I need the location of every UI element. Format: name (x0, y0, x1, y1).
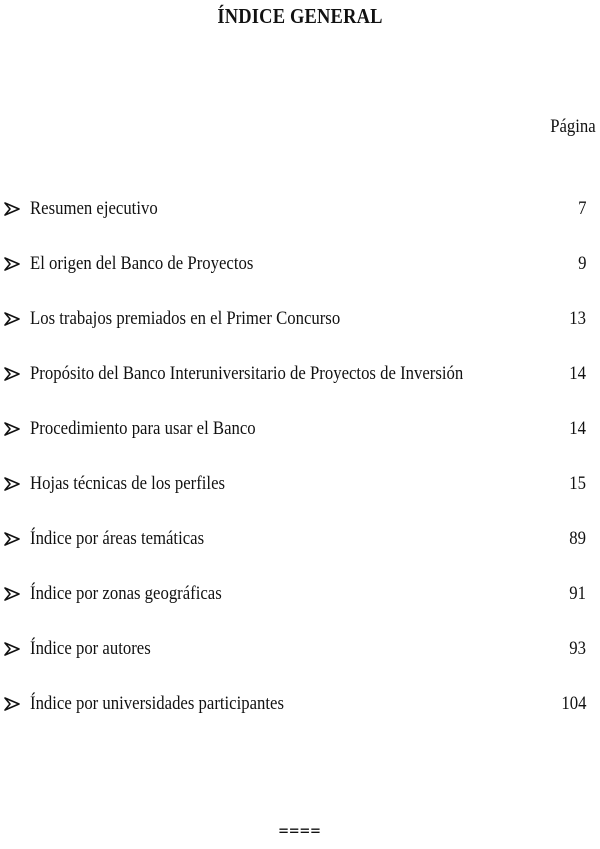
arrowhead-bullet-icon (4, 422, 20, 436)
arrowhead-bullet-icon (4, 367, 20, 381)
toc-entry-page: 14 (569, 418, 586, 439)
toc-entry[interactable] (0, 304, 600, 334)
toc-entry-label: Procedimiento para usar el Banco (30, 418, 256, 439)
arrowhead-bullet-icon (4, 477, 20, 491)
arrowhead-bullet-icon (4, 202, 20, 216)
toc-entry[interactable] (0, 579, 600, 609)
arrowhead-bullet-icon (4, 642, 20, 656)
toc-entry-label: Índice por universidades participantes (30, 693, 284, 714)
page-title: ÍNDICE GENERAL (217, 4, 383, 28)
toc-entry[interactable] (0, 524, 600, 554)
toc-entry-page: 104 (560, 693, 586, 714)
toc-entry[interactable] (0, 359, 600, 389)
toc-entry-page: 93 (569, 638, 586, 659)
toc-entry-page: 7 (577, 198, 586, 219)
toc-entry[interactable] (0, 194, 600, 224)
toc-entry[interactable] (0, 689, 600, 719)
footer-separator: ==== (278, 821, 322, 840)
arrowhead-bullet-icon (4, 312, 20, 326)
toc-entry-label: Índice por áreas temáticas (30, 528, 205, 549)
toc-entry-label: Hojas técnicas de los perfiles (30, 473, 226, 494)
toc-entry-label: El origen del Banco de Proyectos (30, 253, 254, 274)
arrowhead-bullet-icon (4, 532, 20, 546)
toc-entry-page: 13 (569, 308, 586, 329)
toc-entry-page: 91 (569, 583, 586, 604)
toc-entry[interactable] (0, 634, 600, 664)
toc-entry-page: 15 (569, 473, 586, 494)
toc-entry[interactable] (0, 249, 600, 279)
toc-entry-label: Resumen ejecutivo (30, 198, 158, 219)
page-column-header: Página (550, 116, 596, 137)
toc-entry-label: Índice por autores (30, 638, 151, 659)
toc-entry-label: Índice por zonas geográficas (30, 583, 222, 604)
toc-entry-page: 9 (577, 253, 586, 274)
toc-entry[interactable] (0, 414, 600, 444)
arrowhead-bullet-icon (4, 257, 20, 271)
toc-entry-label: Propósito del Banco Interuniversitario de Proyectos de Inversión (30, 363, 464, 384)
arrowhead-bullet-icon (4, 697, 20, 711)
toc-entry-page: 14 (569, 363, 586, 384)
toc-entry[interactable] (0, 469, 600, 499)
toc-entry-label: Los trabajos premiados en el Primer Concurso (30, 308, 341, 329)
toc-entry-page: 89 (569, 528, 586, 549)
arrowhead-bullet-icon (4, 587, 20, 601)
